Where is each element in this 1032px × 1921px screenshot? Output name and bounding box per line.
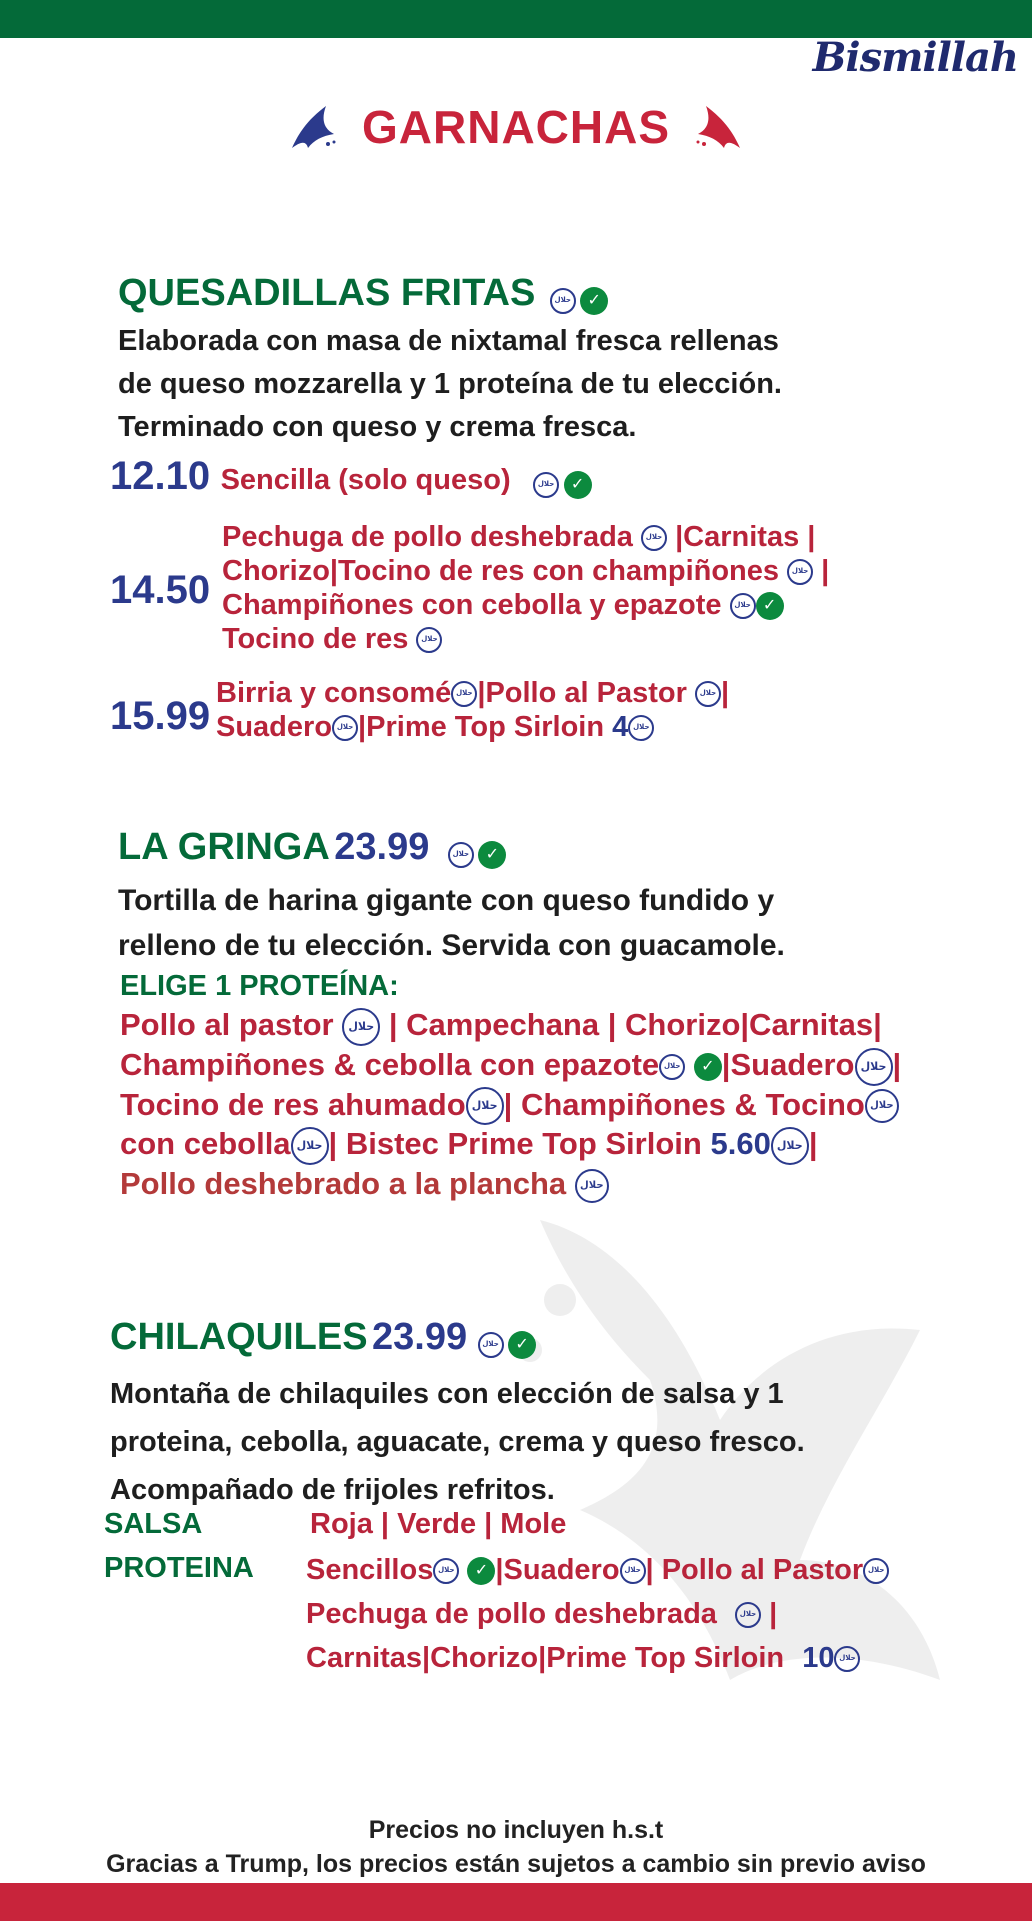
halal-icon: حلال [787,559,813,585]
gringa-options: Pollo al pastor حلال | Campechana | Chorizo|Carnitas| Champiñones & cebolla con epazote حلال ✓ |Suadero حلال | Tocino de res ahumado حلال | Champiñones & Tocino حلال con cebolla حلال | Bistec Prime Top Sirloin 5.60 حلال | Pollo deshebrado a la plancha حلال [120,1007,902,1202]
gringa-description: Tortilla de harina gigante con queso fundido y relleno de tu elección. Servida con guacamole. [118,884,785,962]
footer-tax-note: Precios no incluyen h.s.t [368,1816,664,1844]
bird-left-icon [286,100,340,154]
halal-icon: حلال [291,1127,329,1165]
title-row [0,100,1032,154]
halal-icon: حلال [865,1089,899,1123]
vegetarian-leaf-icon: ✓ [756,592,784,620]
price: 14.50 [110,568,211,612]
halal-icon: حلال [834,1646,860,1672]
halal-icon: حلال [466,1087,504,1125]
vegetarian-leaf-icon: ✓ [478,841,506,869]
quesadillas-option-2: Pechuga de pollo deshebrada حلال |Carnitas | Chorizo|Tocino de res con champiñones حلال | Champiñones con cebolla y epazote حلال ✓ Tocino de res حلال [222,521,830,655]
halal-icon: حلال [575,1169,609,1203]
halal-icon: حلال [342,1008,380,1046]
salsa-label: SALSA [104,1508,203,1540]
halal-icon: حلال [628,715,654,741]
halal-icon: حلال [448,842,474,868]
gringa-price: 23.99 [334,826,430,868]
halal-icon: حلال [695,681,721,707]
halal-icon: حلال [863,1558,889,1584]
page-title: GARNACHAS [362,101,670,153]
bottom-red-bar [0,1883,1032,1921]
quesadillas-option-3: Birria y consomé حلال |Pollo al Pastor حلال | Suadero حلال |Prime Top Sirloin 4 حلال [216,677,730,743]
halal-icon: حلال [550,288,576,314]
halal-icon: حلال [533,472,559,498]
top-green-bar [0,0,1032,38]
halal-icon: حلال [730,593,756,619]
gringa-choose-label: ELIGE 1 PROTEÍNA: [120,970,399,1002]
vegetarian-leaf-icon: ✓ [467,1557,495,1585]
price: 15.99 [110,694,211,738]
quesadillas-description: Elaborada con masa de nixtamal fresca rellenas de queso mozzarella y 1 proteína de tu elección. Terminado con queso y crema fresca. [118,325,782,443]
halal-icon: حلال [416,627,442,653]
halal-icon: حلال [855,1048,893,1086]
halal-icon: حلال [771,1127,809,1165]
chilaquiles-protein-options: Sencillos حلال ✓ |Suadero حلال | Pollo al Pastor حلال Pechuga de pollo deshebrada حلال | Carnitas|Chorizo|Prime Top Sirloin 10 حلال [306,1548,889,1680]
halal-icon: حلال [451,681,477,707]
chilaquiles-price: 23.99 [372,1316,468,1358]
vegetarian-leaf-icon: ✓ [580,287,608,315]
halal-icon: حلال [433,1558,459,1584]
halal-icon: حلال [735,1602,761,1628]
halal-icon: حلال [659,1054,685,1080]
vegetarian-leaf-icon: ✓ [564,471,592,499]
price: 12.10 [110,454,211,498]
bird-right-icon [692,100,746,154]
protein-label: PROTEINA [104,1552,254,1584]
quesadillas-title: QUESADILLAS FRITAS [118,272,536,314]
chilaquiles-title: CHILAQUILES [110,1316,368,1358]
halal-icon: حلال [332,715,358,741]
vegetarian-leaf-icon: ✓ [694,1053,722,1081]
footer-price-note: Gracias a Trump, los precios están sujetos a cambio sin previo aviso [106,1850,926,1878]
vegetarian-leaf-icon: ✓ [508,1331,536,1359]
bismillah-logo: Bismillah [812,34,1018,81]
option-label: Sencilla (solo queso) [220,464,511,496]
halal-icon: حلال [641,525,667,551]
chilaquiles-description: Montaña de chilaquiles con elección de salsa y 1 proteina, cebolla, aguacate, crema y queso fresco. Acompañado de frijoles refritos. [110,1378,805,1506]
halal-icon: حلال [478,1332,504,1358]
gringa-title: LA GRINGA [118,826,330,868]
quesadillas-option-1 [110,454,592,499]
halal-icon: حلال [620,1558,646,1584]
salsa-options: Roja | Verde | Mole [310,1508,567,1540]
